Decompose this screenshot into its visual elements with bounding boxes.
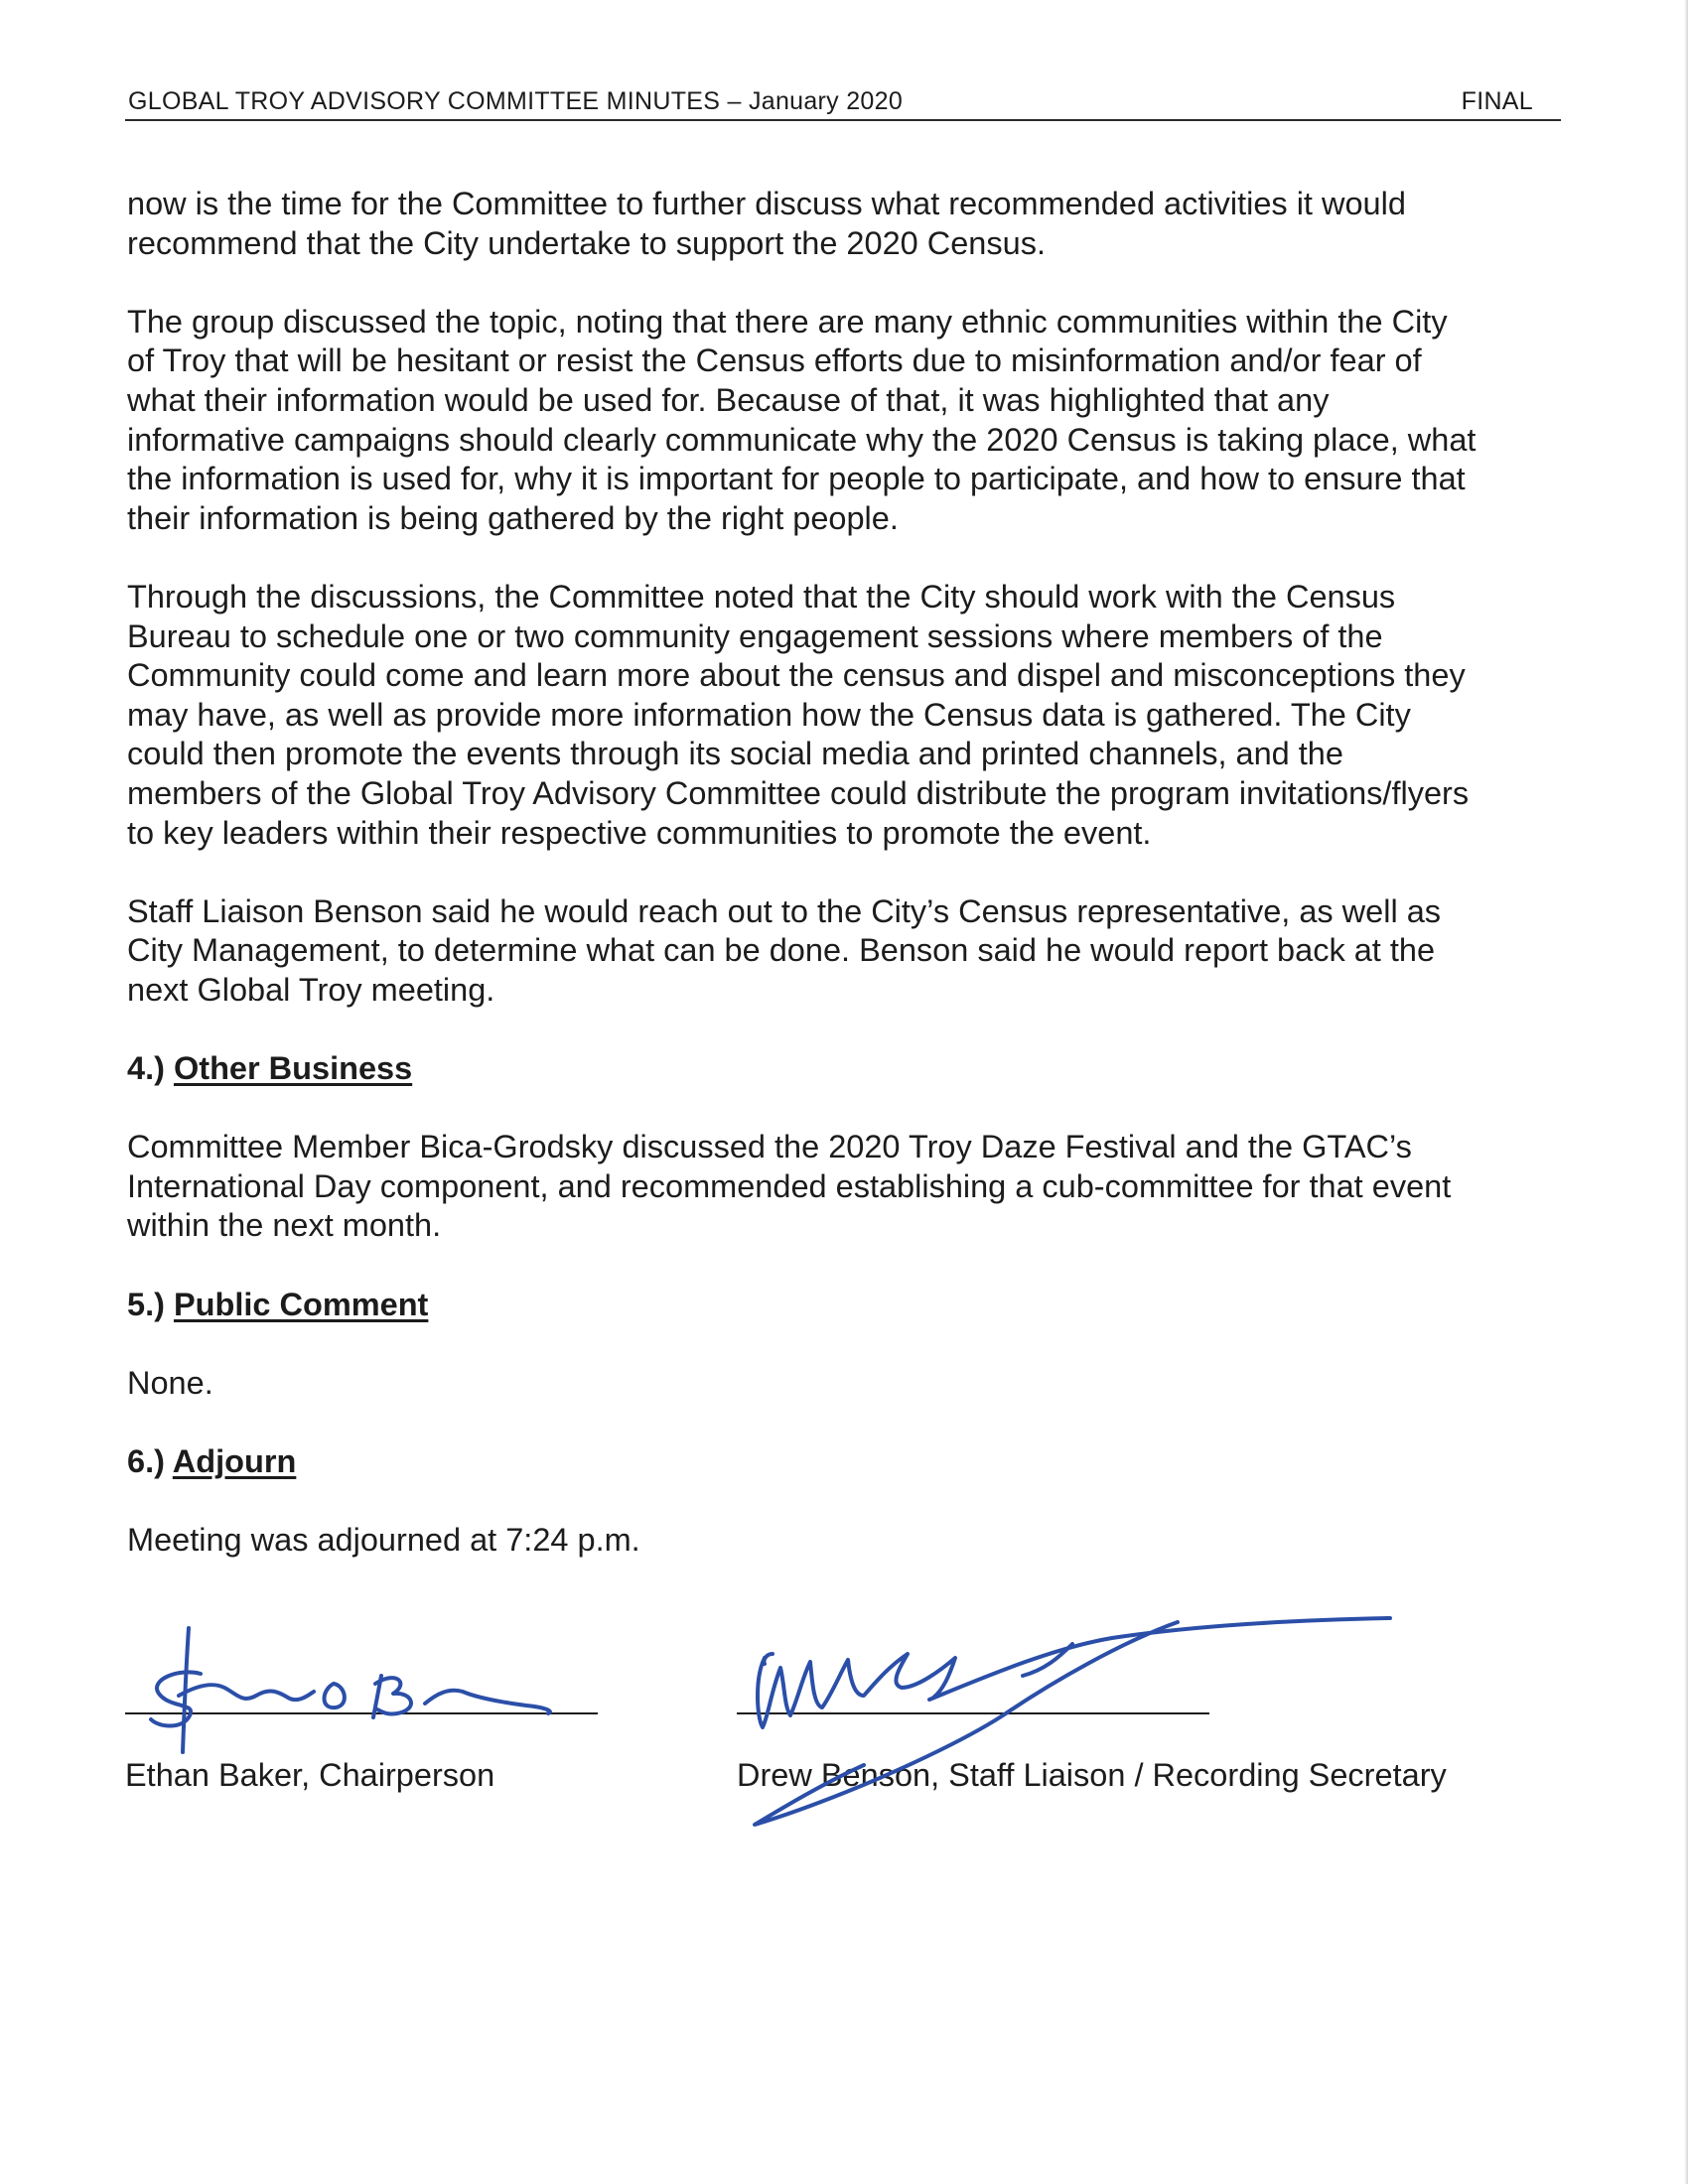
signatory-name: Ethan Baker, Chairperson: [125, 1757, 495, 1793]
paragraph-census-continuation: now is the time for the Committee to further discuss what recommended activities it would recommend that the City undertake to support the 2020 Census.: [127, 186, 1406, 261]
paragraph-staff-liaison: Staff Liaison Benson said he would reach out to the City’s Census representative, as well as City Management, to determine what can be done. Benson said he would report back at the next Global Troy meeting.: [127, 892, 1442, 1008]
section-heading-adjourn: [127, 1442, 1557, 1482]
section-text-adjourn: Meeting was adjourned at 7:24 p.m.: [127, 1522, 640, 1559]
section-number: 5.): [127, 1286, 165, 1322]
section-text-other-business: Committee Member Bica-Grodsky discussed the 2020 Troy Daze Festival and the GTAC’s International Day component, and recommended establishing a cub-committee for that event within the next month.: [127, 1129, 1452, 1244]
handwritten-signature-staff-liaison: [695, 1598, 1410, 1837]
page-header: [125, 85, 1561, 121]
section-heading-public-comment: [127, 1286, 1557, 1325]
section-title: Adjourn: [172, 1443, 297, 1479]
paragraph-committee-recommendation: Through the discussions, the Committee noted that the City should work with the Census Bureau to schedule one or two community engagement sessions where members of the Community could come and learn more about the census and dispel and misconceptions they may have, as well as provide more information how the Census data is gathered. The City could then promote the events through its social media and printed channels, and the members of the Global Troy Advisory Committee could distribute the program invitations/flyers to key leaders within their respective communities to promote the event.: [127, 578, 1470, 851]
section-number: 4.): [127, 1050, 165, 1087]
document-title: GLOBAL TROY ADVISORY COMMITTEE MINUTES – January 2020: [128, 87, 904, 115]
handwritten-signature-chairperson: [139, 1618, 556, 1757]
section-number: 6.): [127, 1443, 165, 1479]
paragraph-group-discussion: The group discussed the topic, noting that there are many ethnic communities within the City of Troy that will be hesitant or resist the Census efforts due to misinformation and/or fear of what their information would be used for. Because of that, it was highlighted that any informative campaigns should clearly communicate why the 2020 Census is taking place, what the information is used for, why it is important for people to participate, and how to ensure that their information is being gathered by the right people.: [127, 303, 1477, 536]
section-title: Public Comment: [173, 1286, 429, 1322]
minutes-body: [127, 185, 1557, 1599]
section-title: Other Business: [173, 1050, 413, 1087]
signatory-name: Drew Benson, Staff Liaison / Recording Secretary: [737, 1757, 1447, 1793]
scan-edge: [1684, 0, 1688, 2184]
document-status: FINAL: [1461, 87, 1533, 115]
section-text-public-comment: None.: [127, 1364, 213, 1401]
section-heading-other-business: [127, 1049, 1557, 1089]
